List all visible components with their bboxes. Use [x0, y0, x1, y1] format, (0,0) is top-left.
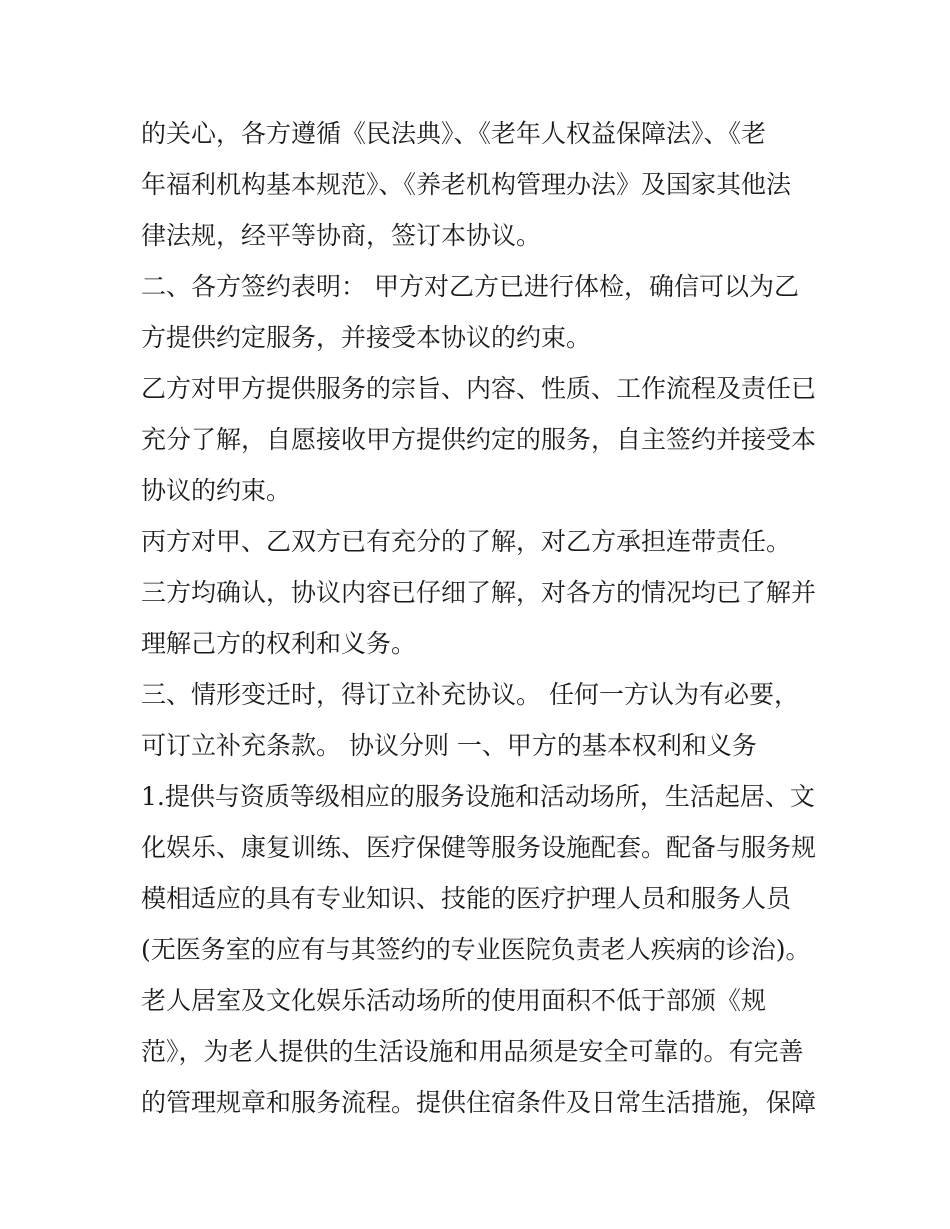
text-line: 1.提供与资质等级相应的服务设施和活动场所，生活起居、文 [141, 782, 815, 811]
text-line: 年福利机构基本规范》、《养老机构管理办法》及国家其他法 [141, 170, 792, 199]
text-line: 乙方对甲方提供服务的宗旨、内容、性质、工作流程及责任已 [141, 374, 817, 403]
text-line: 三、情形变迁时，得订立补充协议。 任何一方认为有必要， [141, 680, 799, 709]
text-line: 充分了解，自愿接收甲方提供约定的服务，自主签约并接受本 [141, 425, 817, 454]
text-line: 理解己方的权利和义务。 [141, 629, 417, 658]
text-line: 范》，为老人提供的生活设施和用品须是安全可靠的。有完善 [141, 1037, 804, 1066]
text-line: 的关心，各方遵循《民法典》、《老年人权益保障法》、《老 [141, 119, 767, 148]
text-line: 丙方对甲、乙双方已有充分的了解，对乙方承担连带责任。 [141, 527, 792, 556]
text-line: 协议的约束。 [141, 476, 292, 505]
document-body [141, 108, 821, 1128]
text-line: 模相适应的具有专业知识、技能的医疗护理人员和服务人员 [141, 884, 792, 913]
text-line: 三方均确认，协议内容已仔细了解，对各方的情况均已了解并 [141, 578, 817, 607]
text-line: 可订立补充条款。 协议分则 一、甲方的基本权利和义务 [141, 731, 757, 760]
text-line: 老人居室及文化娱乐活动场所的使用面积不低于部颁《规 [141, 986, 767, 1015]
text-line: 方提供约定服务，并接受本协议的约束。 [141, 323, 592, 352]
text-line: 二、各方签约表明： 甲方对乙方已进行体检，确信可以为乙 [141, 272, 799, 301]
text-line: 化娱乐、康复训练、医疗保健等服务设施配套。配备与服务规 [141, 833, 817, 862]
text-line: (无医务室的应有与其签约的专业医院负责老人疾病的诊治)。 [141, 935, 811, 964]
text-line: 律法规，经平等协商，签订本协议。 [141, 221, 542, 250]
text-line: 的管理规章和服务流程。提供住宿条件及日常生活措施，保障 [141, 1088, 817, 1117]
